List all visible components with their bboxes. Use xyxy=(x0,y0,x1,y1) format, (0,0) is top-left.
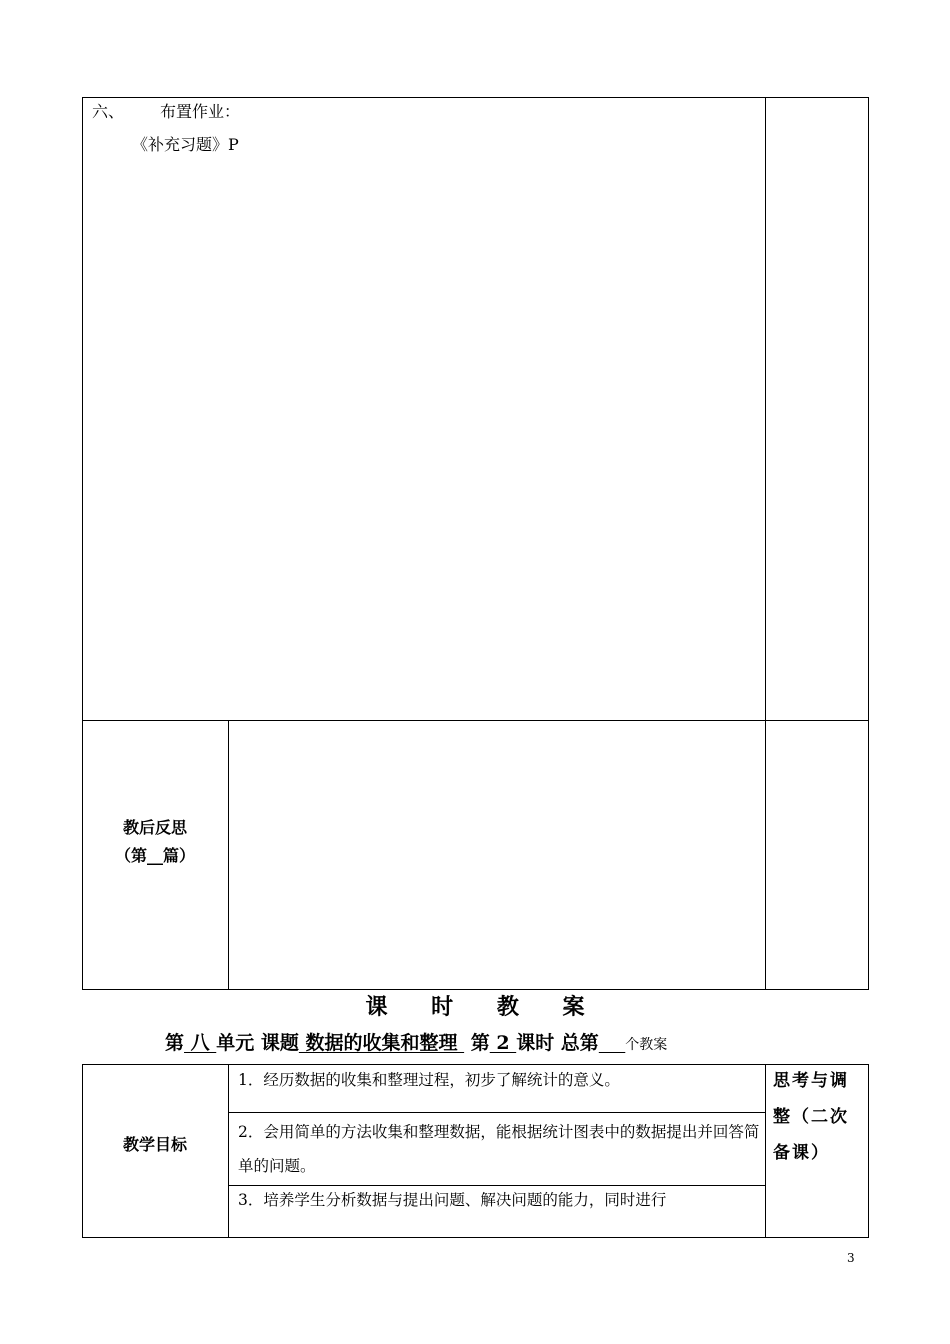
reflection-label: 教后反思 xyxy=(122,818,187,837)
objectives-label: 教学目标 xyxy=(122,1135,187,1154)
reflection-count-label: （第__篇） xyxy=(114,846,195,865)
lesson-topic: 数据的收集和整理 xyxy=(298,1032,465,1054)
lesson-prefix: 第 xyxy=(464,1032,490,1054)
subtitle-prefix: 第 xyxy=(165,1032,185,1054)
title-char: 时 xyxy=(431,994,454,1020)
subtitle-tail: 个教案 xyxy=(625,1037,668,1053)
unit-suffix: 单元 课题 xyxy=(216,1032,299,1054)
title-char: 课 xyxy=(365,994,388,1020)
page-title xyxy=(0,990,950,1021)
title-char: 案 xyxy=(562,994,585,1020)
lesson-suffix: 课时 总第 xyxy=(516,1032,599,1054)
lesson-subtitle xyxy=(165,1028,667,1055)
homework-text: 《补充习题》P xyxy=(132,135,239,154)
page-number: 3 xyxy=(847,1251,855,1265)
homework-section-number: 六、 xyxy=(92,102,125,121)
unit-number: 八 xyxy=(184,1032,217,1054)
lesson-number: 2 xyxy=(489,1032,517,1054)
side-note-label: 思考与调整（二次备课） xyxy=(773,1071,849,1163)
homework-section-heading: 布置作业： xyxy=(160,102,241,121)
total-count-blank xyxy=(599,1032,625,1054)
objective-item: 1．经历数据的收集和整理过程，初步了解统计的意义。 xyxy=(238,1071,620,1089)
objective-item: 2．会用简单的方法收集和整理数据，能根据统计图表中的数据提出并回答简单的问题。 xyxy=(238,1123,760,1175)
title-char: 教 xyxy=(496,994,519,1020)
objective-item: 3．培养学生分析数据与提出问题、解决问题的能力，同时进行 xyxy=(238,1191,667,1209)
